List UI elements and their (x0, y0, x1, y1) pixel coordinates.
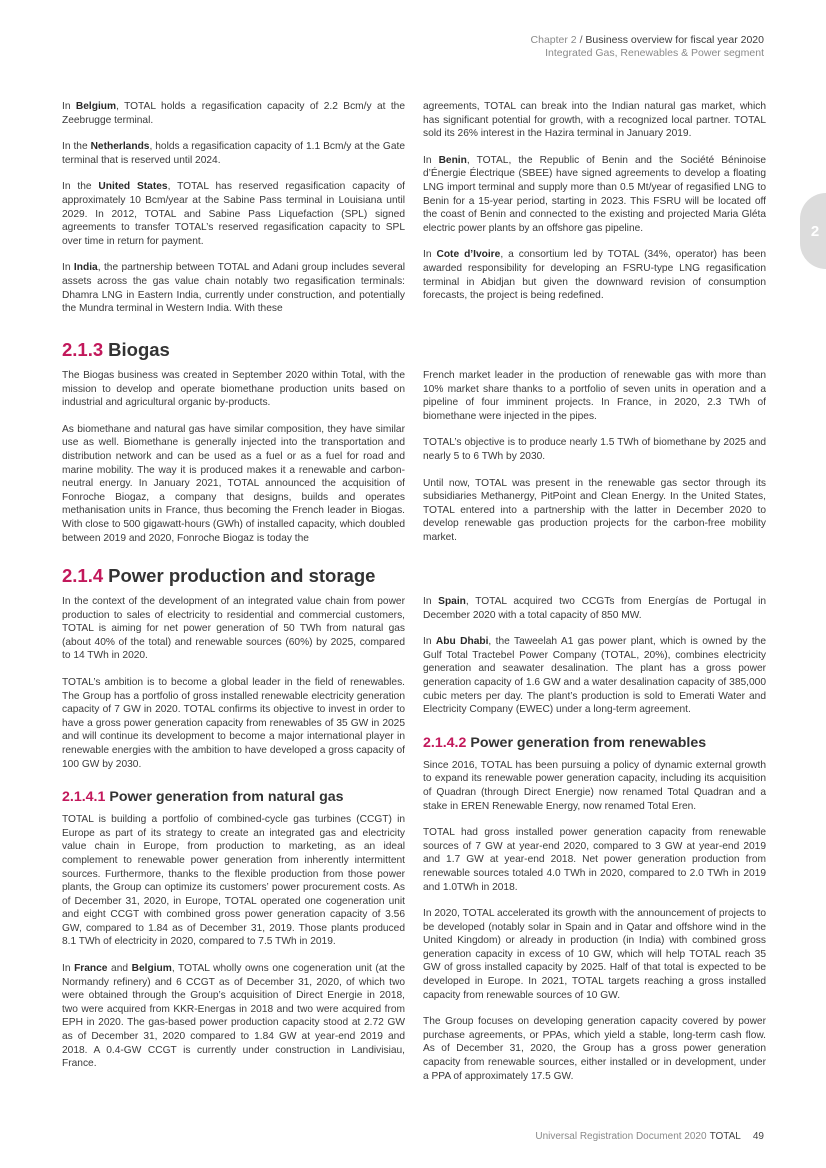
running-header (531, 34, 764, 60)
section-heading-biogas (62, 339, 170, 361)
power-right-column (423, 595, 766, 1096)
paragraph: agreements, TOTAL can break into the Indian natural gas market, which has significant potential for growth, with a recognized local partner. TOTAL sold its 26% interest in the Hazira terminal in January 2019. (423, 101, 766, 140)
paragraph: In Belgium, TOTAL holds a regasification capacity of 2.2 Bcm/y at the Zeebrugge terminal. (62, 101, 405, 126)
header-separator: / (579, 34, 583, 46)
paragraph: The Group focuses on developing generation capacity covered by power purchase agreements, or PPAs, which yield a stable, long-term cash flow. As of December 31, 2020, the Group has a gross power generation capacity from renewable sources, either installed or in development, under a PPA of approximately 17.5 GW. (423, 1016, 766, 1082)
paragraph: In Benin, TOTAL, the Republic of Benin and the Société Béninoise d’Énergie Électrique (SBEE) have signed agreements to develop a floating LNG import terminal and supply more than 0.5 Mt/year of regasified LNG to Benin for a 15-year period, starting in 2023. This FSRU will be located off the coast of Benin and connected to the existing and projected Maria Gléta electric power plants by an offshore gas pipeline. (423, 154, 766, 234)
paragraph: In Cote d’Ivoire, a consortium led by TOTAL (34%, operator) has been awarded responsibility for developing an FSRU-type LNG regasification terminal in Abidjan but given the downward revision of consumption forecasts, the project is being redefined. (423, 249, 767, 302)
paragraph: TOTAL’s ambition is to become a global leader in the field of renewables. The Group has a portfolio of gross installed renewable electricity generation capacity of 7 GW in 2020. TOTAL confirms its objective to invest in order to have a gross power generation capacity from renewables of 35 GW in 2025 and will continue its development to become a major international player in renewable energies with the ambition to have developed a gross capacity of 100 GW by 2030. (62, 676, 405, 770)
subsection-heading-natural-gas (62, 789, 405, 805)
footer-document-title: Universal Registration Document 2020 (535, 1131, 707, 1142)
subsection-heading-renewables (423, 735, 766, 751)
paragraph: French market leader in the production of renewable gas with more than 10% market share thanks to a portfolio of seven units in operation and a pipeline of four imminent projects. In France, in 2020, 2.3 TWh of biomethane were injected in the pipes. (423, 370, 766, 422)
chapter-tab: 2 (800, 193, 826, 269)
footer-brand: TOTAL (709, 1131, 741, 1142)
power-left-column (62, 595, 405, 1084)
subsection-number: 2.1.4.1 (62, 789, 106, 806)
header-chapter-line (531, 34, 764, 47)
paragraph: In the United States, TOTAL has reserved regasification capacity of approximately 10 Bcm/year at the Sabine Pass terminal in Louisiana until 2029. In 2012, TOTAL and Sabine Pass Liquefaction (SPL) signed agreements to transfer TOTAL’s reserved regasification capacity to SPL over time in return for payment. (62, 181, 405, 247)
block1-left-column (62, 100, 405, 329)
section-title: Power production and storage (108, 565, 376, 586)
paragraph: As biomethane and natural gas have similar composition, they have similar use as well. Biomethane is generally injected into the transportation and distribution network and can be used as a fuel or as a fuel for road and marine mobility. The way it is produced makes it a renewable and carbon-neutral energy. In January 2021, TOTAL announced the acquisition of Fonroche Biogaz, a company that designs, builds and operates methanisation units in France, thus becoming the French leader in Biogas. With close to 500 gigawatt-hours (GWh) of installed capacity, which doubled between 2019 and 2020, Fonroche Biogaz is today the (62, 423, 405, 544)
paragraph: Until now, TOTAL was present in the renewable gas sector through its subsidiaries Methanergy, PitPoint and Clean Energy. In the United States, TOTAL entered into a partnership with the latter in December 2020 to develop renewable gas production projects for the carbon-free mobility market. (423, 477, 766, 543)
biogas-left-column (62, 369, 405, 558)
section-number: 2.1.4 (62, 565, 104, 586)
subsection-title: Power generation from natural gas (109, 789, 344, 806)
section-number: 2.1.3 (62, 339, 104, 360)
header-chapter: Chapter 2 (530, 34, 577, 46)
page-footer (535, 1131, 764, 1142)
biogas-right-column (423, 369, 766, 558)
header-subtitle: Integrated Gas, Renewables & Power segment (545, 47, 764, 59)
page-number: 49 (752, 1131, 764, 1142)
header-title: Business overview for fiscal year 2020 (585, 34, 764, 46)
paragraph: In Spain, TOTAL acquired two CCGTs from Energías de Portugal in December 2020 with a total capacity of 850 MW. (423, 596, 767, 621)
paragraph: TOTAL is building a portfolio of combined-cycle gas turbines (CCGT) in Europe as part of its strategy to create an integrated gas and electricity value chain in Europe, from production to marketing, as an ideal complement to renewable power generation from inherently intermittent sources. Furthermore, thanks to the flexible production from those power plants, the Group can optimize its customers’ power procurement costs. As of December 31, 2020, in Europe, TOTAL operated one cogeneration unit and eight CCGT with combined gross power generation capacity of 3.56 GW, compared to 1.84 as of December 31, 2019. Those plants produced 8.1 TWh of electricity in 2020, compared to 7.5 TWh in 2019. (62, 814, 405, 948)
paragraph: In the Netherlands, holds a regasification capacity of 1.1 Bcm/y at the Gate terminal that is reserved until 2024. (62, 141, 405, 166)
paragraph: The Biogas business was created in September 2020 within Total, with the mission to develop and operate biomethane production units based on industrial and agricultural organic by-products. (62, 370, 405, 409)
paragraph: TOTAL’s objective is to produce nearly 1.5 TWh of biomethane by 2025 and nearly 5 to 6 TWh by 2030. (423, 437, 766, 462)
subsection-number: 2.1.4.2 (423, 734, 467, 751)
paragraph: In Abu Dhabi, the Taweelah A1 gas power plant, which is owned by the Gulf Total Tractebel Power Company (TOTAL, 20%), combines electricity generation and seawater desalination. The plant has a gross power generation capacity of 1.6 GW and a water desalination capacity of 385,000 cubic meters per day. The plant’s production is sold to Emerati Water and Electricity Company (EWEC) under a long-term agreement. (423, 636, 767, 716)
paragraph: Since 2016, TOTAL has been pursuing a policy of dynamic external growth to expand its renewable power generation capacity, including its acquisition of Quadran (through Direct Energie) now renamed Total Quadran and a stake in EREN Renewable Energy, now renamed Total Eren. (423, 759, 766, 812)
subsection-title: Power generation from renewables (470, 734, 707, 751)
paragraph: In 2020, TOTAL accelerated its growth with the announcement of projects to be developed (notably solar in Spain and in Qatar and offshore wind in the United Kingdom) or already in production (in India) with combined gross generation capacity in excess of 10 GW, which will help TOTAL reach 35 GW of gross installed capacity by 2025. Half of that total is expected to be developed in Europe. In 2021, TOTAL targets reaching a gross installed capacity from renewable sources of 10 GW. (423, 908, 766, 1001)
block1-right-column (423, 100, 766, 316)
paragraph: TOTAL had gross installed power generation capacity from renewable sources of 7 GW at year-end 2020, compared to 3 GW at year-end 2019 and 1.7 GW at year-end 2018. Net power generation production from renewable sources totaled 4.0 TWh in 2020, compared to 2.0 TWh in 2019 and 1.0TWh in 2018. (423, 827, 766, 893)
paragraph: In the context of the development of an integrated value chain from power production to sales of electricity to residential and commercial customers, TOTAL is aiming for net power generation of 50 TWh from natural gas (about 40% of the total) and renewable sources (60%) by 2025, compared to 14 TWh in 2020. (62, 596, 405, 662)
paragraph: In India, the partnership between TOTAL and Adani group includes several assets across the gas value chain notably two regasification terminals: Dhamra LNG in Eastern India, currently under construction, and potentially the Mundra terminal in Western India. With these (62, 262, 406, 315)
section-title: Biogas (108, 339, 170, 360)
paragraph: In France and Belgium, TOTAL wholly owns one cogeneration unit (at the Normandy refinery) and 6 CCGT as of December 31, 2020, of which two were obtained through the Group’s acquisition of Direct Energie in 2018, two were acquired from KKR-Energas in 2018 and two were acquired from EPH in 2020. The gas-based power production capacity stood at 2.72 GW as of December 31, 2020 compared to 1.84 GW at year-end 2019 and 2018. A 0.4-GW CCGT is currently under construction in Landivisiau, France. (62, 963, 405, 1070)
section-heading-power (62, 565, 375, 587)
